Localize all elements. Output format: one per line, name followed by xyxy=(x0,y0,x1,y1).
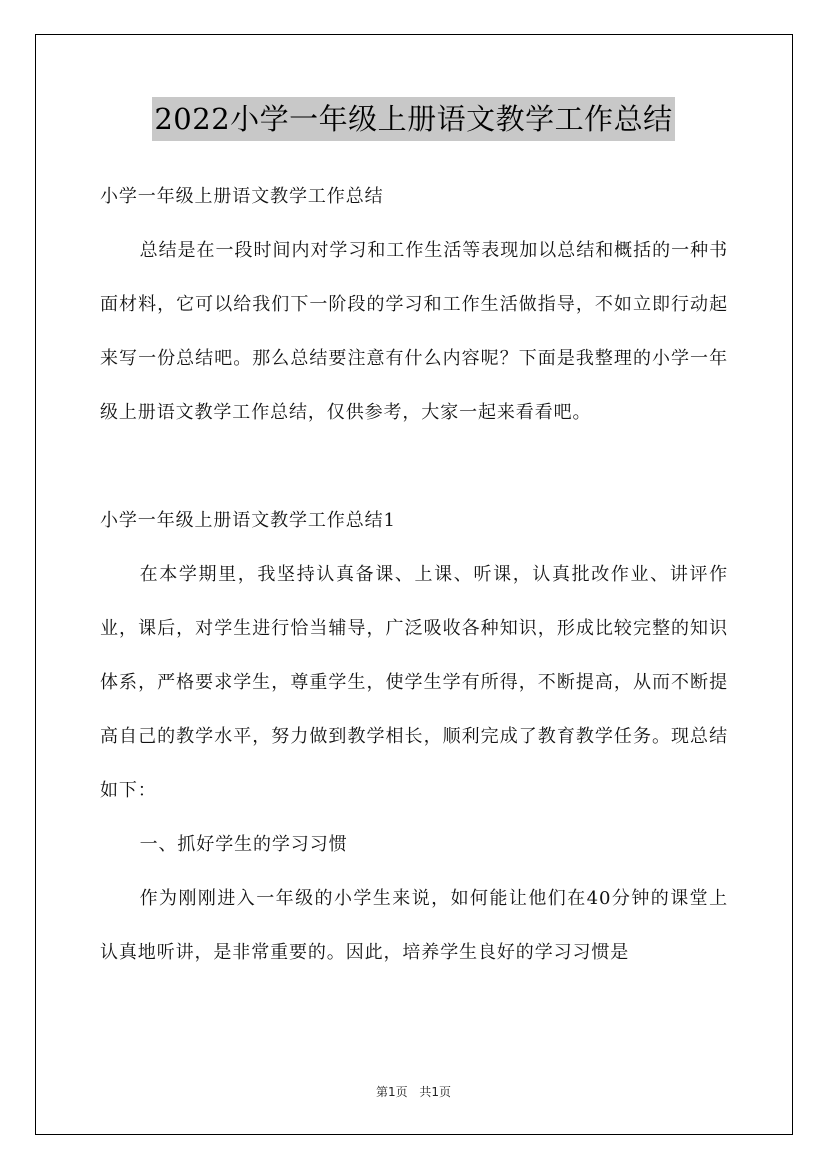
document-body xyxy=(100,170,728,980)
paragraph-gap xyxy=(100,440,728,494)
body-paragraph-2: 作为刚刚进入一年级的小学生来说，如何能让他们在40分钟的课堂上认真地听讲，是非常重要的。因此，培养学生良好的学习习惯是 xyxy=(100,888,728,963)
subtitle-paragraph: 小学一年级上册语文教学工作总结 xyxy=(100,186,384,207)
document-title: 2022小学一年级上册语文教学工作总结 xyxy=(152,97,674,141)
page-number: 第1页 xyxy=(375,1085,408,1099)
title-container xyxy=(0,97,827,141)
section-heading: 小学一年级上册语文教学工作总结1 xyxy=(100,510,396,531)
page-total: 共1页 xyxy=(419,1085,452,1099)
body-paragraph: 在本学期里，我坚持认真备课、上课、听课，认真批改作业、讲评作业，课后，对学生进行恰当辅导，广泛吸收各种知识，形成比较完整的知识体系，严格要求学生，尊重学生，使学生学有所得，不断提高，从而不断提高自己的教学水平，努力做到教学相长，顺利完成了教育教学任务。现总结如下： xyxy=(100,564,728,801)
page-footer xyxy=(0,1083,827,1100)
intro-paragraph: 总结是在一段时间内对学习和工作生活等表现加以总结和概括的一种书面材料，它可以给我们下一阶段的学习和工作生活做指导，不如立即行动起来写一份总结吧。那么总结要注意有什么内容呢？下面是我整理的小学一年级上册语文教学工作总结，仅供参考，大家一起来看看吧。 xyxy=(100,240,728,423)
subsection-heading: 一、抓好学生的学习习惯 xyxy=(139,834,348,855)
